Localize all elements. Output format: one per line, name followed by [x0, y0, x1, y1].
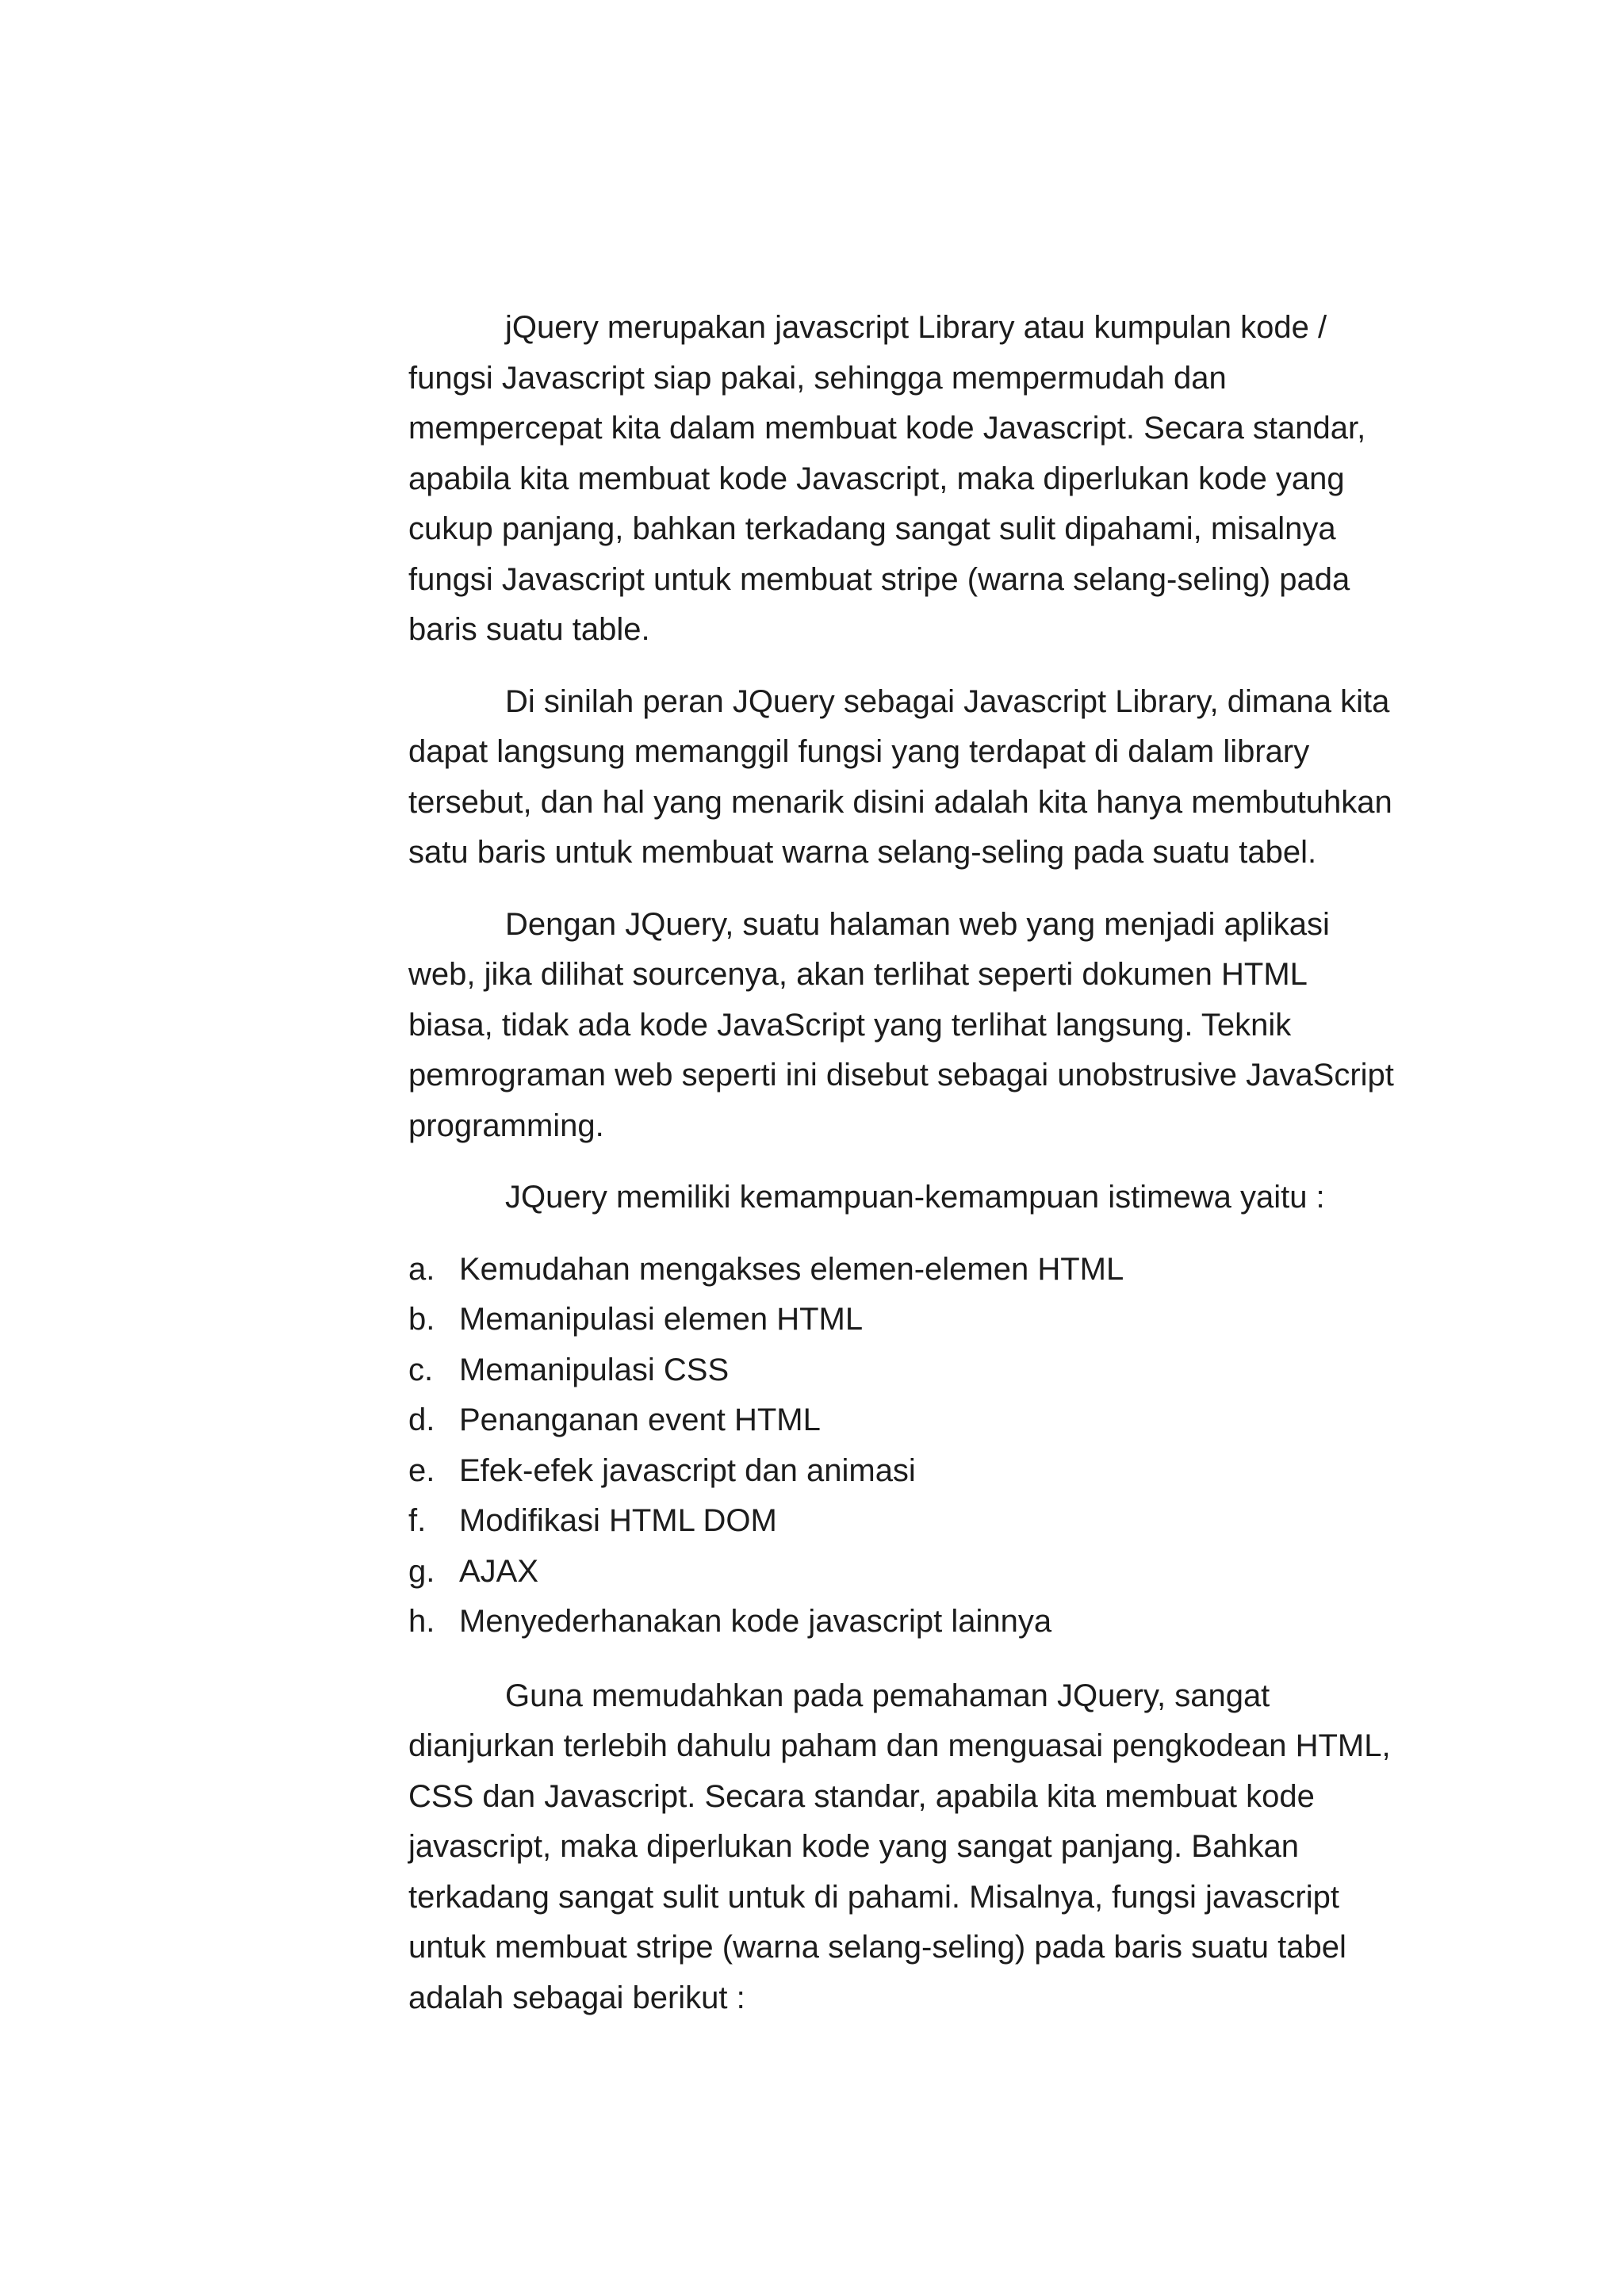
list-item-letter: f.	[408, 1503, 427, 1538]
list-item-letter: e.	[408, 1452, 435, 1488]
list-item-letter: g.	[408, 1553, 435, 1589]
list-item-text: Efek-efek javascript dan animasi	[459, 1452, 916, 1488]
document-body	[408, 303, 1400, 2045]
list-item-text: Memanipulasi CSS	[459, 1352, 730, 1387]
list-item-letter: h.	[408, 1604, 435, 1639]
list-item	[408, 1597, 1400, 1647]
list-item-letter: d.	[408, 1402, 435, 1437]
list-item-text: Penanganan event HTML	[459, 1402, 821, 1437]
list-item	[408, 1395, 1400, 1446]
list-item	[408, 1547, 1400, 1598]
paragraph-unobtrusive: Dengan JQuery, suatu halaman web yang menjadi aplikasi web, jika dilihat sourcenya, akan terlihat seperti dokumen HTML biasa, tidak ada kode JavaScript yang terlihat langsung. Teknik pemrograman web seperti ini disebut sebagai unobstrusive JavaScript programming.	[408, 906, 1394, 1143]
list-item-text: Modifikasi HTML DOM	[459, 1503, 777, 1538]
features-list	[408, 1245, 1400, 1647]
list-item-letter: c.	[408, 1352, 434, 1387]
list-item	[408, 1446, 1400, 1497]
paragraph-intro: jQuery merupakan javascript Library atau kumpulan kode / fungsi Javascript siap pakai, sehingga mempermudah dan mempercepat kita dalam membuat kode Javascript. Secara standar, apabila kita membuat kode Javascript, maka diperlukan kode yang cukup panjang, bahkan terkadang sangat sulit dipahami, misalnya fungsi Javascript untuk membuat stripe (warna selang-seling) pada baris suatu table.	[408, 310, 1366, 647]
list-item	[408, 1295, 1400, 1345]
list-item-text: Kemudahan mengakses elemen-elemen HTML	[459, 1251, 1124, 1287]
list-item	[408, 1245, 1400, 1295]
list-item-letter: a.	[408, 1251, 435, 1287]
list-item-letter: b.	[408, 1302, 435, 1337]
list-item-text: Memanipulasi elemen HTML	[459, 1302, 864, 1337]
list-item	[408, 1496, 1400, 1547]
paragraph-features-intro: JQuery memiliki kemampuan-kemampuan istimewa yaitu :	[505, 1180, 1325, 1215]
list-item-text: Menyederhanakan kode javascript lainnya	[459, 1604, 1052, 1639]
list-item-text: AJAX	[459, 1553, 539, 1589]
list-item	[408, 1345, 1400, 1396]
paragraph-learning-advice: Guna memudahkan pada pemahaman JQuery, sangat dianjurkan terlebih dahulu paham dan menguasai pengkodean HTML, CSS dan Javascript. Secara standar, apabila kita membuat kode javascript, maka diperlukan kode yang sangat panjang. Bahkan terkadang sangat sulit untuk di pahami. Misalnya, fungsi javascript untuk membuat stripe (warna selang-seling) pada baris suatu tabel adalah sebagai berikut :	[408, 1678, 1391, 2015]
paragraph-library-role: Di sinilah peran JQuery sebagai Javascript Library, dimana kita dapat langsung memanggil fungsi yang terdapat di dalam library tersebut, dan hal yang menarik disini adalah kita hanya membutuhkan satu baris untuk membuat warna selang-seling pada suatu tabel.	[408, 683, 1392, 870]
